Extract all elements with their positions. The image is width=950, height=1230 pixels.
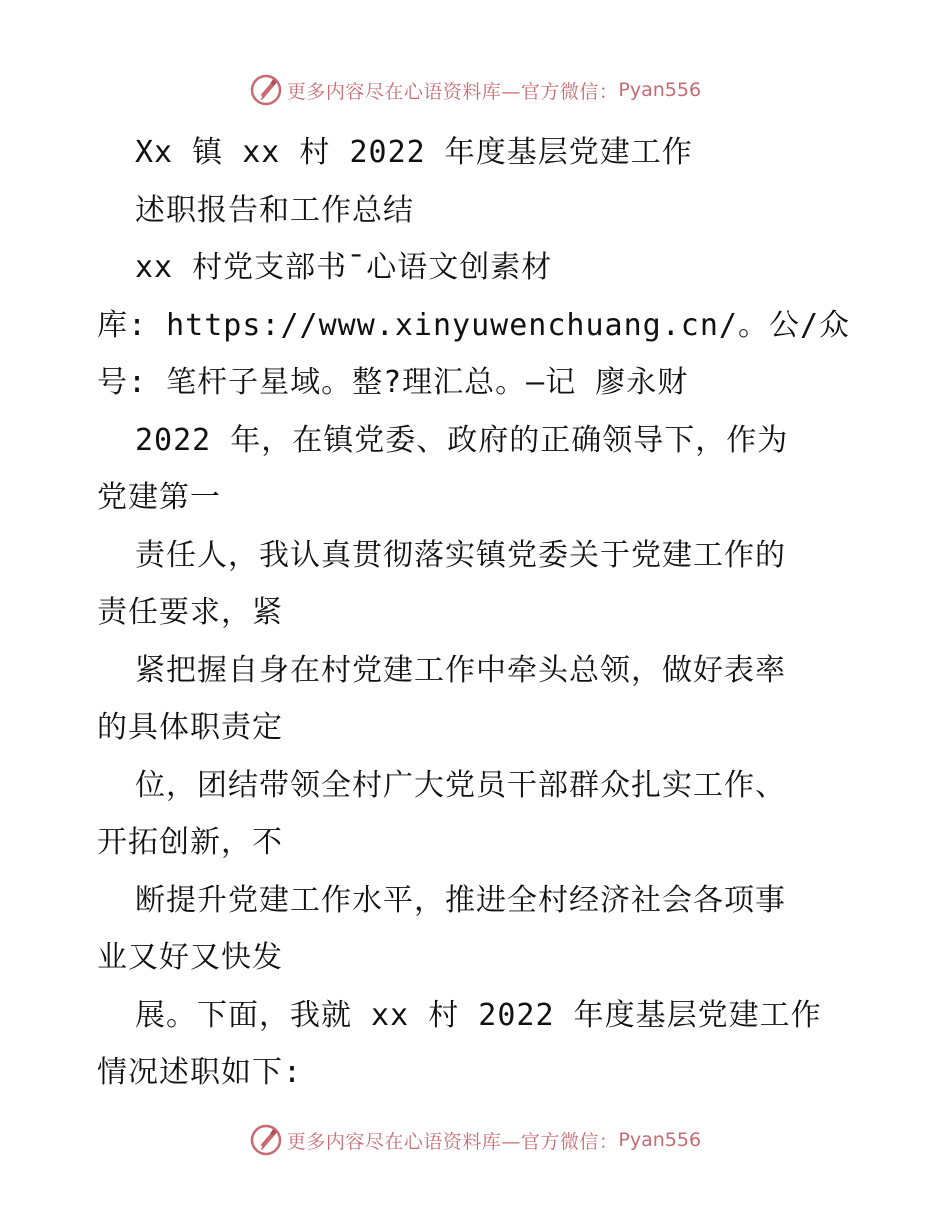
- watermark-text: 更多内容尽在心语资料库—官方微信：: [286, 80, 619, 103]
- text-line: Xx 镇 xx 村 2022 年度基层党建工作: [135, 135, 693, 170]
- watermark-text: 更多内容尽在心语资料库—官方微信：: [286, 1130, 619, 1153]
- pen-logo-icon: [249, 1123, 283, 1157]
- document-body: [97, 124, 867, 1102]
- text-line: 情况述职如下:: [97, 1055, 303, 1090]
- text-line: 党建第一: [97, 480, 221, 515]
- text-line: 责任要求，紧: [97, 595, 283, 630]
- text-line: 紧把握自身在村党建工作中牵头总领，做好表率: [135, 652, 786, 688]
- pen-logo-icon: [249, 73, 283, 107]
- watermark-brand: Pyan556: [618, 1129, 702, 1151]
- text-line: 库: https://www.xinyuwenchuang.cn/。公/众: [97, 307, 851, 343]
- text-line: 述职报告和工作总结: [135, 192, 414, 228]
- text-line: 责任人，我认真贯彻落实镇党委关于党建工作的: [135, 537, 786, 573]
- text-line: 开拓创新，不: [97, 825, 283, 860]
- text-line: 2022 年，在镇党委、政府的正确领导下，作为: [135, 422, 789, 458]
- text-line: 断提升党建工作水平，推进全村经济社会各项事: [135, 882, 786, 918]
- text-line: 位，团结带领全村广大党员干部群众扎实工作、: [135, 767, 786, 803]
- text-line: 号: 笔杆子星域。整?理汇总。—记 廖永财: [97, 365, 689, 400]
- text-line: 的具体职责定: [97, 710, 283, 745]
- text-line: xx 村党支部书¯心语文创素材: [135, 250, 553, 285]
- text-line: 展。下面，我就 xx 村 2022 年度基层党建工作: [135, 997, 822, 1033]
- watermark-brand: Pyan556: [618, 79, 702, 101]
- text-line: 业又好又快发: [97, 940, 283, 975]
- watermark-header: [0, 68, 950, 112]
- watermark-footer: [0, 1118, 950, 1162]
